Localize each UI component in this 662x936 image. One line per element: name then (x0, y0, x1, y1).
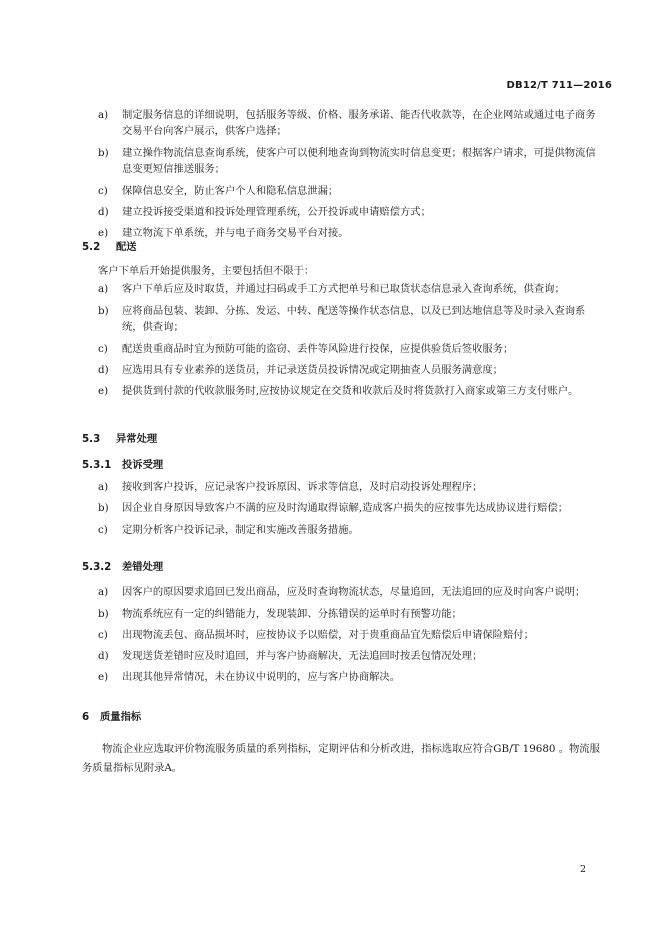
list-item (0, 648, 662, 664)
list-item (0, 303, 662, 335)
item-text: 因客户的原因要求追回已发出商品，应及时查询物流状态，尽量追回，无法追回的应及时向客户说明； (122, 586, 586, 598)
item-mark: e) (98, 227, 109, 239)
section-heading-5-3 (82, 430, 157, 445)
section-number: 5.3.1 (82, 459, 112, 471)
item-text: 应将商品包装、装卸、分拣、发运、中转、配送等操作状态信息，以及已到达地信息等及时录入查询系统，供查询； (122, 305, 586, 333)
page-number: 2 (580, 864, 587, 875)
list-5-2 (0, 281, 662, 399)
item-text: 因企业自身原因导致客户不满的应及时沟通取得谅解,造成客户损失的应按事先达成协议进行赔偿； (122, 502, 569, 514)
item-text: 保障信息安全，防止客户个人和隐私信息泄漏； (122, 185, 339, 197)
list-item (0, 479, 662, 495)
section-number: 6 (82, 711, 90, 723)
item-mark: b) (98, 502, 109, 514)
item-mark: d) (98, 650, 109, 662)
list-item (0, 522, 662, 538)
item-text: 物流系统应有一定的纠错能力，发现装卸、分拣错误的运单时有预警功能； (122, 608, 462, 620)
item-mark: e) (98, 385, 109, 397)
item-mark: a) (98, 283, 109, 295)
item-mark: a) (98, 586, 109, 598)
section-heading-6 (82, 708, 141, 723)
section-number: 5.2 (82, 241, 101, 253)
section-heading-5-2 (82, 238, 137, 253)
list-item (0, 183, 662, 199)
item-text: 出现其他异常情况，未在协议中说明的，应与客户协商解决。 (122, 671, 401, 683)
item-text: 制定服务信息的详细说明，包括服务等级、价格、服务承诺、能否代收款等，在企业网站或通过电子商务交易平台向客户展示，供客户选择； (122, 109, 596, 137)
section-heading-5-3-1 (82, 456, 163, 471)
item-text: 接收到客户投诉，应记录客户投诉原因、诉求等信息，及时启动投诉处理程序； (122, 481, 483, 493)
section-title: 质量指标 (100, 711, 142, 723)
list-item (0, 627, 662, 643)
section-intro: 客户下单后开始提供服务，主要包括但不限于： (98, 265, 315, 277)
item-text: 应选用具有专业素养的送货员，并记录送货员投诉情况或定期抽查人员服务满意度； (122, 364, 503, 376)
list-item (0, 281, 662, 297)
item-text: 出现物流丢包、商品损坏时，应按协议予以赔偿，对于贵重商品宜先赔偿后申请保险赔付； (122, 629, 534, 641)
item-mark: e) (98, 671, 109, 683)
list-item (0, 383, 662, 399)
section-title: 投诉受理 (122, 459, 164, 471)
item-mark: a) (98, 481, 109, 493)
list-item (0, 669, 662, 685)
item-text: 建立投诉接受渠道和投诉处理管理系统，公开投诉或申请赔偿方式； (122, 206, 431, 218)
list-item (0, 500, 662, 516)
item-mark: d) (98, 206, 109, 218)
item-text: 提供货到付款的代收款服务时,应按协议规定在交货和收款后及时将货款打入商家或第三方支付账户。 (122, 385, 579, 397)
item-mark: b) (98, 305, 109, 317)
item-text: 建立物流下单系统，并与电子商务交易平台对接。 (122, 227, 349, 239)
item-mark: c) (98, 185, 108, 197)
item-mark: c) (98, 524, 108, 536)
list-item (0, 584, 662, 600)
document-code: DB12/T 711—2016 (506, 80, 612, 91)
item-mark: c) (98, 629, 108, 641)
item-mark: a) (98, 109, 109, 121)
list-item (0, 341, 662, 357)
section-title: 异常处理 (116, 433, 158, 445)
list-5-3-1 (0, 479, 662, 538)
item-mark: c) (98, 343, 108, 355)
item-mark: d) (98, 364, 109, 376)
section-heading-5-3-2 (82, 558, 163, 573)
item-text: 建立操作物流信息查询系统，使客户可以便利地查询到物流实时信息变更；根据客户请求，可提供物流信息变更短信推送服务； (122, 147, 596, 175)
item-mark: b) (98, 147, 109, 159)
item-text: 定期分析客户投诉记录，制定和实施改善服务措施。 (122, 524, 359, 536)
section-title: 配送 (116, 241, 137, 253)
list-item (0, 606, 662, 622)
list-5-3-2 (0, 584, 662, 685)
list-item (0, 107, 662, 139)
list-item (0, 204, 662, 220)
item-text: 配送贵重商品时宜为预防可能的盗窃、丢件等风险进行投保，应提供验货后签收服务； (122, 343, 514, 355)
section-paragraph: 物流企业应选取评价物流服务质量的系列指标，定期评估和分析改进，指标选取应符合GB/T 19680 。物流服务质量指标见附录A。 (82, 743, 600, 774)
section-title: 差错处理 (122, 561, 164, 573)
item-text: 发现送货差错时应及时追回，并与客户协商解决，无法追回时按丢包情况处理； (122, 650, 483, 662)
section-number: 5.3.2 (82, 561, 112, 573)
item-mark: b) (98, 608, 109, 620)
list-top (0, 107, 662, 241)
list-item (0, 362, 662, 378)
item-text: 客户下单后应及时取货，并通过扫码或手工方式把单号和已取货状态信息录入查询系统，供查询； (122, 283, 565, 295)
section-number: 5.3 (82, 433, 101, 445)
list-item (0, 145, 662, 177)
